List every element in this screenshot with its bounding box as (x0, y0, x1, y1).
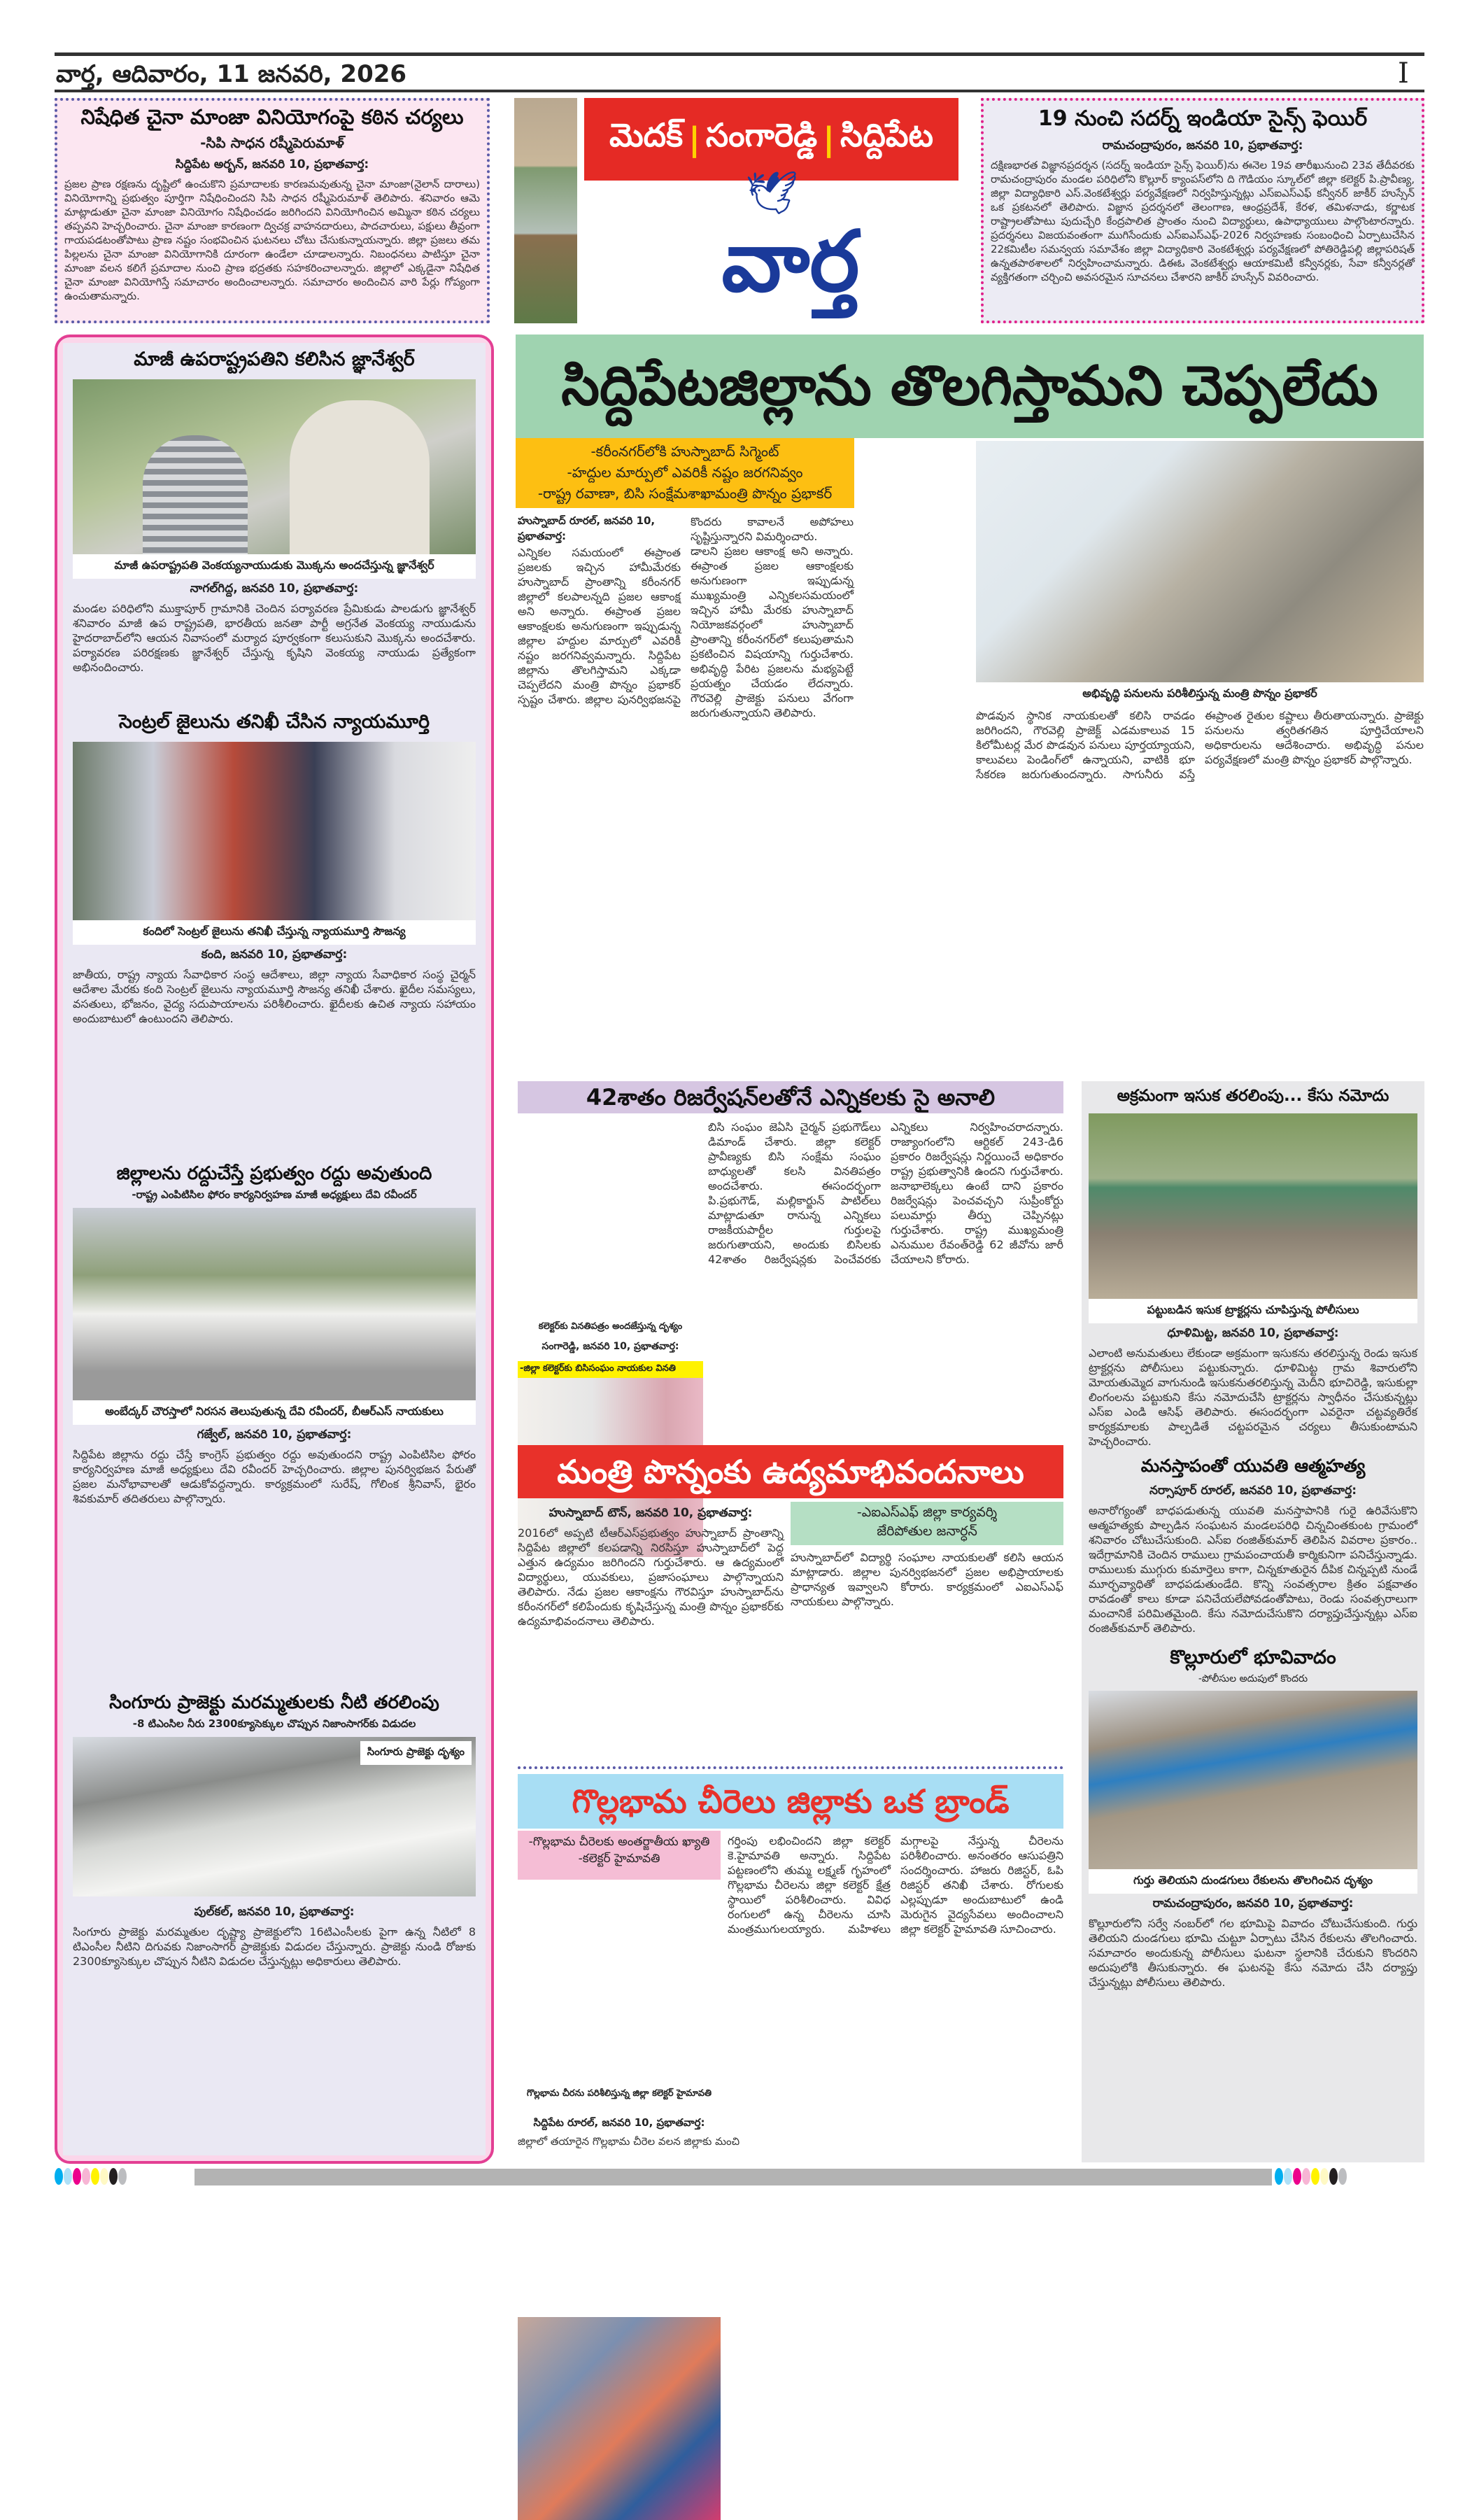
science-fair-story (981, 98, 1424, 323)
article-body: ఎలాంటి అనుమతులు లేకుండా అక్రమంగా ఇసుకను తరలిస్తున్న రెండు ఇసుక ట్రాక్టర్లను పోలీసులు పట్టుకున్నారు. ధూళిమిట్ట గ్రామ శివారులోని మోయతుమ్మెద వాగునుండి ఇసుకనుతరలిస్తున్న మెదీని భూచిరెడ్డి, ఇసుకుల్లా లింగంలను పట్టుకుని కేసు నమోదుచేసి ట్రాక్టర్లను స్వాధీనం చేసుకున్నట్లు ఎస్ఐ ఎండి ఆసిఫ్ తెలిపారు. ఈసందర్భంగా ఎవరైనా చట్టవ్యతిరేక కార్యక్రమాలకు పాల్పడితే చట్టపరమైన చర్యలు తీసుకుంటామని హెచ్చరించారు. (1089, 1346, 1417, 1448)
headline: జిల్లాలను రద్దుచేస్తే ప్రభుత్వం రద్దు అవుతుంది (116, 1163, 432, 1184)
article-body: మండల పరిధిలోని ముక్తాపూర్ గ్రామానికి చెందిన పర్యావరణ ప్రేమికుడు పాలడుగు జ్ఞానేశ్వర్ శనివారం మాజీ ఉప రాష్ట్రపతి, భారతీయ జనతా పార్టీ అగ్రనేత వెంకయ్య నాయుడును హైదరాబాద్‌లోని ఆయన నివాసంలో మర్యాద పూర్వకంగా కలుసుకుని మొక్కను అందచేశారు. పర్యావరణ పరిరక్షణకు జ్ఞానేశ్వర్ చేస్తున్న కృషిని వెంకయ్య నాయుడు ప్రత్యేకంగా అభినందించారు. (73, 602, 476, 674)
registration-marks-left (55, 2168, 127, 2186)
ponnam-body-left (518, 1503, 784, 1628)
dateline: నాగల్‌గిద్ద, జనవరి 10, ప్రభాతవార్త: (190, 582, 359, 596)
ponnam-headline: మంత్రి పొన్నంకు ఉద్యమాభివందనాలు (518, 1445, 1063, 1498)
article-body: హుస్నాబాద్‌లో విద్యార్థి సంఘాల నాయకులతో కలిసి ఆయన మాట్లాడారు. జిల్లాల పునర్విభజనలో ప్రజల అభిప్రాయాలకు ప్రాధాన్యత ఇవ్వాలని కోరారు. కార్యక్రమంలో ఎఐఎస్‌ఎఫ్ నాయకులు పాల్గొన్నారు. (791, 1551, 1063, 1608)
dateline: ధూళిమిట్ట, జనవరి 10, ప్రభాతవార్త: (1167, 1326, 1339, 1340)
photo-caption: మాజీ ఉపరాష్ట్రపతి వెంకయ్యనాయుడుకు మొక్కను అందచేస్తున్న జ్ఞానేశ్వర్ (73, 554, 476, 579)
lead-body-right: పొడవున స్థానిక నాయకులతో కలిసి రావడం జరిగిందని, గౌరవెల్లి ప్రాజెక్ట్ ఎడమకాలువ 15 కిలోమీటర్ల మేర పొడవున పనులు పూర్తయ్యాయని, కాలువలు పెండింగ్‌లో ఉన్నాయని, వాటికి భూ సేకరణ జరుగుతుందన్నారు. సాగునీరు వస్తే ఈప్రాంత రైతుల కష్టాలు తీరుతాయన్నారు. ప్రాజెక్టు పనులను త్వరితగతిన పూర్తిచేయాలని అధికారులను ఆదేశించారు. అభివృద్ధి పనుల పర్యవేక్షణలో మంత్రి పొన్నం ప్రభాకర్ పాల్గొన్నారు. (976, 709, 1424, 781)
photo-land-dispute (1089, 1691, 1417, 1869)
subhead: -కరీంనగర్‌లోకి హుస్నాబాద్ సిగ్మెంట్ (590, 443, 779, 460)
dateline: సిద్దిపేట రూరల్, జనవరి 10, ప్రభాతవార్త: (533, 2116, 705, 2129)
headline: నిషేధిత చైనా మాంజా వినియోగంపై కఠిన చర్యలు (80, 105, 464, 129)
photo-caption: అంబేద్కర్ చౌరస్తాలో నిరసన తెలుపుతున్న దేవి రవీందర్, బీఆర్ఎస్ నాయకులు (73, 1400, 476, 1425)
district-masthead (514, 98, 958, 323)
district-medak: మెదక్ (609, 116, 684, 154)
article-body: గర్తింపు లభించిందని జిల్లా కలెక్టర్ కె.హైమావతి అన్నారు. సిద్దిపేట పట్టణంలోని తుమ్మ లక్ష్మణ్ గృహంలో గొల్లభామ చీరెలను జిల్లా కలెక్టర్ క్షేత్ర స్థాయిలో పరిశీలించారు. వివిధ రంగులలో ఉన్న చీరెలను చూసి మంత్రముగులయ్యారు. మహిళలు మగ్గాలపై నేస్తున్న చీరెలను పరిశీలించారు. అనంతరం ఆసుపత్రిని సందర్శించారు. హాజరు రిజిస్టర్, ఓపి రిజిస్టర్ తనిఖీ చేశారు. రోగులకు ఎల్లప్పుడూ అందుబాటులో ఉండి మెరుగైన వైద్యసేవలు అందించాలని జిల్లా కలెక్టర్ హైమావతి సూచించారు. (728, 1834, 1063, 1936)
dateline: సంగారెడ్డి, జనవరి 10, ప్రభాతవార్త: (542, 1341, 679, 1352)
article-body: జిల్లాలో తయారైన గొల్లభామ చీరెల వలన జిల్లాకు మంచి (518, 2135, 740, 2148)
article-body: డాలని ప్రజల ఆకాంక్ష అని అన్నారు. ఈప్రాంత ప్రజల ఆకాంక్షలకు అనుగుణంగా ఇప్పుడున్న ముఖ్యమంత్రి ఎన్నికలసమయంలో ఇచ్చిన హామీ మేరకు హుస్నాబాద్ నియోజకవర్గంలో హుస్నాబాద్ ప్రాంతాన్ని కరీంనగర్‌లో కలుపుతామని ప్రకటించిన విషయాన్ని గుర్తుచేశారు. అభివృద్ధి పేరిట ప్రజలను మభ్యపెట్టే ప్రయత్నం చేయడం లేదన్నారు. గౌరవెల్లి ప్రాజెక్టు పనులు వేగంగా జరుగుతున్నాయని తెలిపారు. (691, 544, 854, 719)
photo-venkaiah-naidu (73, 379, 476, 554)
district-siddipet: సిద్దిపేట (840, 116, 934, 154)
masthead-photo-strip (514, 98, 577, 323)
article-body: ప్రజల ప్రాణ రక్షణను దృష్టిలో ఉంచుకొని ప్రమాదాలకు కారణమవుతున్న చైనా మాంజా(నైలాన్ దారాలు) వినియోగాన్ని ప్రభుత్వం పూర్తిగా నిషేధించిందని సిపి సాధన రష్మీపెరుమాళ్ తెలిపారు. శనివారం ఆమె మాట్లాడుతూ చైనా మాంజా వినియోగం నిషేధించడం జరిగిందని వినియోగించిన అమ్మినా కఠిన చర్యలు తప్పవని హెచ్చరించారు. చైనా మాంజా కారణంగా ద్విచక్ర వాహనదారులు, పాదచారులు, పక్షులు తీవ్రంగా గాయపడటంతోపాటు ప్రాణ నష్టం సంభవించిన ఘటనలు చోటు చేసుకున్నాయన్నారు. జిల్లా ప్రజలు తమ పిల్లలను చైనా మాంజా వినియోగానికి దూరంగా ఉండేలా చూడాలన్నారు. నిబంధనలు పాటిస్తూ చైనా మాంజా వలన కలిగే ప్రమాదాల నుంచి ప్రాణ భద్రతకు సహకరించాలన్నారు. జిల్లాలో ఎక్కడైనా నిషేధిత చైనా మాంజా వినియోగిస్తే సమాచారం అందించాలన్నారు. సమాచారం అందించిన వారి పేర్లు గోప్యంగా ఉంచుతామన్నారు. (64, 178, 480, 302)
photo-minister-inspection (976, 441, 1424, 682)
district-banner: మెదక్ | సంగారెడ్డి | సిద్దిపేట (584, 98, 958, 181)
dateline: కంది, జనవరి 10, ప్రభాతవార్త: (201, 948, 348, 962)
subhead: -ఎఐఎస్‌ఎఫ్ జిల్లా కార్యవర్శి (856, 1505, 998, 1520)
gollabhama-headline: గొల్లభామ చీరెలు జిల్లాకు ఒక బ్రాండ్ (518, 1774, 1063, 1829)
ponnam-subhead (791, 1502, 1063, 1545)
header-bottom-rule (55, 90, 1424, 92)
photo-gollabhama-sarees (518, 2317, 721, 2520)
headline: మనస్తాపంతో యువతి ఆత్మహత్య (1140, 1456, 1366, 1476)
lead-body-left (518, 514, 854, 720)
subhead: -రాష్ట్ర రవాణా, బిసి సంక్షేమశాఖామంత్రి పొన్నం ప్రభాకర్ (537, 485, 833, 502)
subhead: -రాష్ట్ర ఎంపిటిసిల ఫోరం కార్యనిర్వహణ మాజీ అధ్యక్షులు దేవి రవీందర్ (132, 1188, 417, 1201)
photo-singur-project (73, 1737, 476, 1896)
article-body: జాతీయ, రాష్ట్ర న్యాయ సేవాధికార సంస్థ ఆదేశాలు, జిల్లా న్యాయ సేవాధికార సంస్థ చైర్మన్ ఆదేశాల మేరకు కంది సెంట్రల్ జైలును న్యాయమూర్తి సౌజన్య తనిఖీ చేశారు. ఖైదీల సమస్యలు, వసతులు, భోజనం, వైద్య సదుపాయాలను పరిశీలించారు. ఖైదీలకు ఉచిత న్యాయ సహాయం అందుబాటులో ఉంటుందని తెలిపారు. (73, 968, 476, 1025)
article-body: ఎన్నికల సమయంలో ఈప్రాంత ప్రజలకు ఇచ్చిన హామీమేరకు హుస్నాబాద్ ప్రాంతాన్ని కరీంనగర్ జిల్లాలో కలపాలన్నది ప్రజల ఆకాంక్ష అని అన్నారు. ఈప్రాంత ప్రజల ఆకాంక్షలకు అనుగుణంగా ఇప్పుడున్న జిల్లాల హద్దుల మార్పులో ఎవరికీ నష్టం జరగనివ్వమన్నారు. సిద్దిపేట జిల్లాను తొలగిస్తామని ఎక్కడా చెప్పలేదని మంత్రి పొన్నం ప్రభాకర్ స్పష్టం చేశారు. జిల్లాల పునర్విభజనపై కొందరు కావాలనే అపోహలు సృష్టిస్తున్నారని విమర్శించారు. (518, 515, 854, 706)
photo-label: సింగూరు ప్రాజెక్టు దృశ్యం (360, 1741, 472, 1765)
dateline: సిద్దిపేట అర్బన్, జనవరి 10, ప్రభాతవార్త: (175, 157, 369, 171)
headline: సెంట్రల్ జైలును తనిఖీ చేసిన న్యాయమూర్తి (118, 711, 430, 733)
subhead: -సిపి సాధన రష్మీపెరుమాళ్ (200, 134, 344, 151)
dove-icon: 🕊 (745, 169, 799, 218)
photo-caption: కలెక్టర్‌కు వినతిపత్రం అందజేస్తున్న దృశ్యం (518, 1317, 703, 1338)
dateline: పుల్‌కల్, జనవరి 10, ప్రభాతవార్త: (194, 1905, 355, 1919)
dateline: నర్సాపూర్ రూరల్, జనవరి 10, ప్రభాతవార్త: (1149, 1484, 1357, 1498)
article-body: దక్షిణభారత విజ్ఞానప్రదర్శన (సదర్న్ ఇండియా సైన్స్ ఫెయిర్)ను ఈనెల 19వ తారీఖునుంచి 23వ తేదీవరకు రామచంద్రాపురం మండల పరిధిలోని కొల్లూర్ క్యాంపస్‌లోని ది గౌడియం స్కూల్‌లో జిల్లా కలెక్టర్ పి.ప్రావీణ్య, జిల్లా విద్యాధికారి ఎస్.వెంకటేశ్వర్లు పర్యవేక్షణలో నిర్వహిస్తున్నట్లు ఎస్‌ఐఎస్‌ఎఫ్ కన్వీనర్ జాకీర్ హుస్సేన్ ఒక ప్రకటనలో తెలిపారు. విజ్ఞాన ప్రదర్శనలో తెలంగాణ, ఆంధ్రప్రదేశ్, కేరళ, తమిళనాడు, కర్ణాటక రాష్ట్రాలతోపాటు పుదుచ్చేరి కేంద్రపాలిత ప్రాంతం నుంచి విద్యార్థులు, ఉపాధ్యాయులు పాల్గొంటారన్నారు. ప్రదర్శనలు విజయవంతంగా ముగిసేందుకు ఎస్‌ఐఎస్‌ఎఫ్-2026 నిర్వహణకు సంబంధించి ఏర్పాటుచేసిన 22కమిటీల సమన్వయ సమావేశం జిల్లా విద్యాధికారి వెంకటేశ్వర్లు పర్యవేక్షణలో పోతిరెడ్డిపల్లి జిల్లాపరిషత్ ఉన్నతపాఠశాలలో నిర్వహించామన్నారు. డిఈఓ వెంకటేశ్వర్లు ఆయాకమిటీ కన్వీనర్లకు, సేవా కన్వీనర్లతో వ్యక్తిగతంగా చర్చించి అవసరమైన సూచనలు చేశారని జాకీర్ హుస్సేన్ వివరించారు. (991, 159, 1415, 283)
photo-central-jail (73, 742, 476, 920)
article-body: సిద్దిపేట జిల్లాను రద్దు చేస్తే కాంగ్రెస్ ప్రభుత్వం రద్దు అవుతుందని రాష్ట్ర ఎంపిటిసిల ఫోరం కార్యనిర్వహణ మాజీ అధ్యక్షులు దేవి రవీందర్ హెచ్చరించారు. జిల్లాల పునర్విభజన పేరుతో ప్రజల మనోభావాలతో ఆడుకోవద్దన్నారు. కార్యక్రమంలో సురేష్, గోలింక శ్రీనివాస్, భైరం శివకుమార్ తదితరులు పాల్గొన్నారు. (73, 1448, 476, 1505)
right-news-column (1082, 1081, 1424, 2162)
headline: కొల్లూరులో భూవివాదం (1170, 1647, 1336, 1668)
headline: అక్రమంగా ఇసుక తరలింపు... కేసు నమోదు (1117, 1087, 1389, 1105)
article-body: సింగూరు ప్రాజెక్టు మరమ్మతుల దృష్ట్యా ప్రాజెక్టులోని 16టిఎంసీలకు పైగా ఉన్న నీటిలో 8 టిఎంసీల నీటిని దిగువకు నిజాంసాగర్ ప్రాజెక్టుకు విడుదల చేస్తున్నారు. ప్రాజెక్టు నుండి రోజుకు 2300క్యూసెక్కుల చొప్పున నీటిని విడుదల చేస్తున్నట్లు అధికారులు తెలిపారు. (73, 1925, 476, 1968)
photo-sand-tractors (1089, 1113, 1417, 1299)
headline: సింగూరు ప్రాజెక్టు మరమ్మతులకు నీటి తరలింపు (109, 1692, 439, 1713)
registration-marks-right (1275, 2168, 1347, 2186)
dateline: హుస్నాబాద్ రూరల్, జనవరి 10, ప్రభాతవార్త: (518, 514, 656, 542)
photo-tag: -జిల్లా కలెక్టర్‌కు బిసిసంఘం నాయకుల వినతి (518, 1361, 703, 1378)
subhead: -8 టిఎంసిల నీరు 2300క్యూసెక్కుల చొప్పున నిజాంసాగర్‌కు విడుదల (132, 1717, 416, 1730)
subhead: -హద్దుల మార్పులో ఎవరికీ నష్టం జరగనివ్వం (567, 464, 803, 481)
divider (518, 1766, 1063, 1769)
district-sangareddy: సంగారెడ్డి (705, 116, 818, 154)
header-top-rule (55, 52, 1424, 56)
lead-headline: సిద్దిపేటజిల్లాను తొలగిస్తామని చెప్పలేదు (516, 335, 1424, 438)
dateline: గజ్వేల్, జనవరి 10, ప్రభాతవార్త: (197, 1428, 352, 1442)
subhead: -కలెక్టర్ హైమావతి (578, 1852, 660, 1866)
folio-date: వార్త, ఆదివారం, 11 జనవరి, 2026 (56, 60, 407, 88)
photo-caption: కందిలో సెంట్రల్ జైలును తనిఖీ చేస్తున్న న్యాయమూర్తి సౌజన్య (73, 920, 476, 945)
lead-subheads (516, 438, 854, 508)
article-body: కొల్లూరులోని సర్వే నంబర్‌లో గల భూమిపై వివాదం చోటుచేసుకుంది. గుర్తు తెలియని దుండగులు భూమి చుట్టూ ఏర్పాటు చేసిన రేకులను తొలగించారు. సమాచారం అందుకున్న పోలీసులు ఘటనా స్థలానికి చేరుకుని కొందరిని అదుపులోకి తీసుకున్నారు. ఈ ఘటనపై కేసు నమోదు చేసి దర్యాప్తు చేస్తున్నట్లు పోలీసులు తెలిపారు. (1089, 1917, 1417, 1989)
article-body: అనారోగ్యంతో బాధపడుతున్న యువతి మనస్తాపానికి గురై ఉరివేసుకొని ఆత్మహత్యకు పాల్పడిన సంఘటన మండలపరిధి చిన్నచింతకుంట గ్రామంలో శనివారం చోటుచేసుకుంది. ఎస్ఐ రంజిత్‌కుమార్ తెలిపిన వివరాల ప్రకారం.. ఇదేగ్రామానికి చెందిన రాములు గ్రామపంచాయతీ కార్మికునిగా పనిచేస్తున్నాడు. రాములుకు ముగ్గురు కుమార్తెలు కాగా, చిన్నకూతురైన దీపిక చిన్నప్పటి నుండే మూర్ఛవ్యాధితో బాధపడుతుండేది. కొన్ని సంవత్సరాల క్రితం పక్షవాతం రావడంతో కాలు కూడా పనిచేయలేపోవడంతోపాటు, రెండు సంవత్సరాలుగా మంచానికే పరిమితమైంది. కేసు నమోదుచేసుకొని దర్యాప్తుచేస్తున్నట్లు ఎస్ఐ రంజిత్‌కుమార్ తెలిపారు. (1089, 1504, 1417, 1635)
photo-caption: గుర్తు తెలియని దుండగులు రేకులను తొలగించిన దృశ్యం (1089, 1869, 1417, 1894)
dateline: హుస్నాబాద్ టౌన్, జనవరి 10, ప్రభాతవార్త: (549, 1506, 753, 1520)
subhead: -పోలీసుల అదుపులో కొందరు (1198, 1673, 1308, 1684)
dateline: రామచంద్రాపురం, జనవరి 10, ప్రభాతవార్త: (1102, 139, 1303, 153)
subhead: జేరిపోతుల జనార్ధన్ (877, 1523, 977, 1539)
photo-caption: అభివృద్ధి పనులను పరిశీలిస్తున్న మంత్రి పొన్నం ప్రభాకర్ (976, 682, 1424, 707)
vaartha-logo: వార్త (721, 213, 860, 311)
dateline: రామచంద్రాపురం, జనవరి 10, ప్రభాతవార్త: (1152, 1896, 1354, 1910)
photo-caption: పట్టుబడిన ఇసుక ట్రాక్టర్లను చూపిస్తున్న పోలీసులు (1089, 1299, 1417, 1323)
bc-headline: 42శాతం రిజర్వేషన్‌లతోనే ఎన్నికలకు సై అనాలి (518, 1081, 1063, 1113)
headline: 19 నుంచి సదర్న్ ఇండియా సైన్స్ ఫెయిర్ (1038, 106, 1368, 131)
page-marker: I (1398, 57, 1409, 90)
article-body: 2016లో అప్పటి టీఆర్‌ఎస్‌ప్రభుత్వం హుస్నాబాద్ ప్రాంతాన్ని సిద్దిపేట జిల్లాలో కలపడాన్ని నిరసిస్తూ హుస్నాబాద్‌లో పెద్ద ఎత్తున ఉద్యమం జరిగిందని గుర్తుచేశారు. ఆ ఉద్యమంలో విద్యార్థులు, యువకులు, ప్రజాసంఘాలు పాల్గొన్నాయని తెలిపారు. నేడు ప్రజల ఆకాంక్షను గౌరవిస్తూ హుస్నాబాద్‌ను కరీంనగర్‌లో కలిపేందుకు కృషిచేస్తున్న మంత్రి పొన్నం ప్రభాకర్‌కు ఉద్యమాభివందనాలు తెలిపారు. (518, 1526, 784, 1628)
article-body: బిసి సంఘం జెఏసి చైర్మన్ ప్రభుగౌడ్‌లు డిమాండ్ చేశారు. జిల్లా కలెక్టర్ ప్రావీణ్యకు బిసి సంక్షేమ సంఘం బాధ్యులతో కలసి వినతిపత్రం అందచేశారు. ఈసందర్భంగా పి.ప్రభుగౌడ్, మల్లికార్జున్ పాటిల్‌లు మాట్లాడుతూ రానున్న ఎన్నికలు రాజకీయపార్టీల గుర్తులపై జరుగుతాయని, అందుకు బిసిలకు 42శాతం రిజర్వేషన్లకు పెంచేవరకు ఎన్నికలు నిర్వహించరాదన్నారు. రాజ్యాంగంలోని ఆర్టికల్ 243-డి6 ప్రకారం రిజర్వేషన్లు నిర్ణయించే అధికారం రాష్ట్ర ప్రభుత్వానికి ఉందని గుర్తుచేశారు. జనాభాలెక్కలు ఉంటే దాని ప్రకారం రిజర్వేషన్లు పెంచవచ్చని సుప్రీంకోర్టు పలుమార్లు తీర్పు చెప్పినట్లు గుర్తుచేశారు. రాష్ట్ర ముఖ్యమంత్రి ఎనుముల రేవంత్‌రెడ్డి 62 జీవోను జారీ చేయాలని కోరారు. (708, 1120, 1063, 1266)
photo-caption: గొల్లభామ చీరను పరిశీలిస్తున్న జిల్లా కలెక్టర్ హైమావతి (518, 2084, 721, 2105)
left-news-column (55, 335, 494, 2164)
gray-bar (194, 2169, 1272, 2185)
china-manja-story (55, 98, 490, 323)
photo-protest (73, 1208, 476, 1400)
gollabhama-subheads (518, 1831, 721, 1880)
headline: మాజీ ఉపరాష్ట్రపతిని కలిసిన జ్ఞానేశ్వర్ (134, 349, 415, 370)
subhead: -గొల్లభామ చీరెలకు అంతర్జాతీయ ఖ్యాతి (528, 1835, 710, 1849)
